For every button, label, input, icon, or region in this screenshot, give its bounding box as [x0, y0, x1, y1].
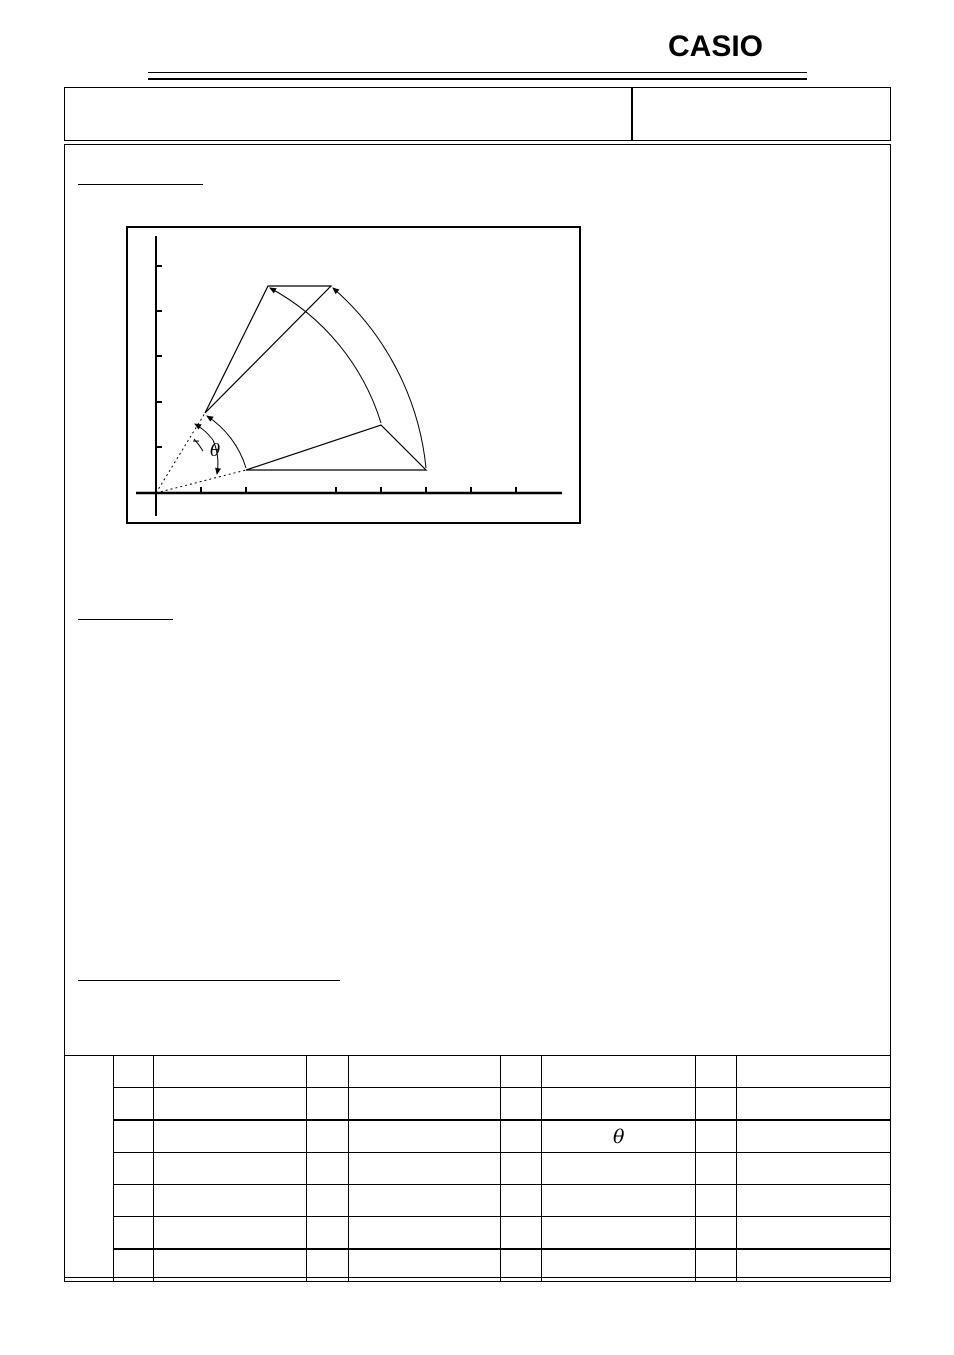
theta-cell: θ: [542, 1120, 696, 1153]
command-table: [64, 1055, 891, 1282]
header-divider: [631, 88, 633, 140]
rotation-figure: [126, 226, 581, 524]
table-row: [65, 1185, 891, 1217]
table-row: [65, 1249, 891, 1282]
header-rule-bottom: [148, 78, 807, 80]
ray-rotated: [156, 413, 205, 493]
rotated-triangle: [205, 286, 331, 413]
section-heading-2: [78, 619, 173, 620]
section-heading-1: [78, 184, 203, 185]
table-row: [65, 1217, 891, 1250]
table-row: [65, 1088, 891, 1121]
table-row: [65, 1120, 891, 1153]
rotation-diagram: [128, 228, 579, 522]
header-rule-top: [148, 72, 807, 73]
casio-logo: CASIO: [668, 30, 764, 63]
table-label-cell: [65, 1056, 114, 1282]
command-table-wrap: [64, 1055, 891, 1278]
table-row: [65, 1056, 891, 1088]
section-heading-3: [78, 980, 340, 981]
rotation-arc-3: [333, 288, 426, 468]
rotation-arc-2: [270, 288, 381, 423]
table-row: [65, 1153, 891, 1185]
header-box: [64, 87, 891, 141]
original-triangle: [246, 425, 426, 470]
angle-label: θ: [210, 441, 221, 461]
angle-arrow-up: [195, 424, 213, 440]
